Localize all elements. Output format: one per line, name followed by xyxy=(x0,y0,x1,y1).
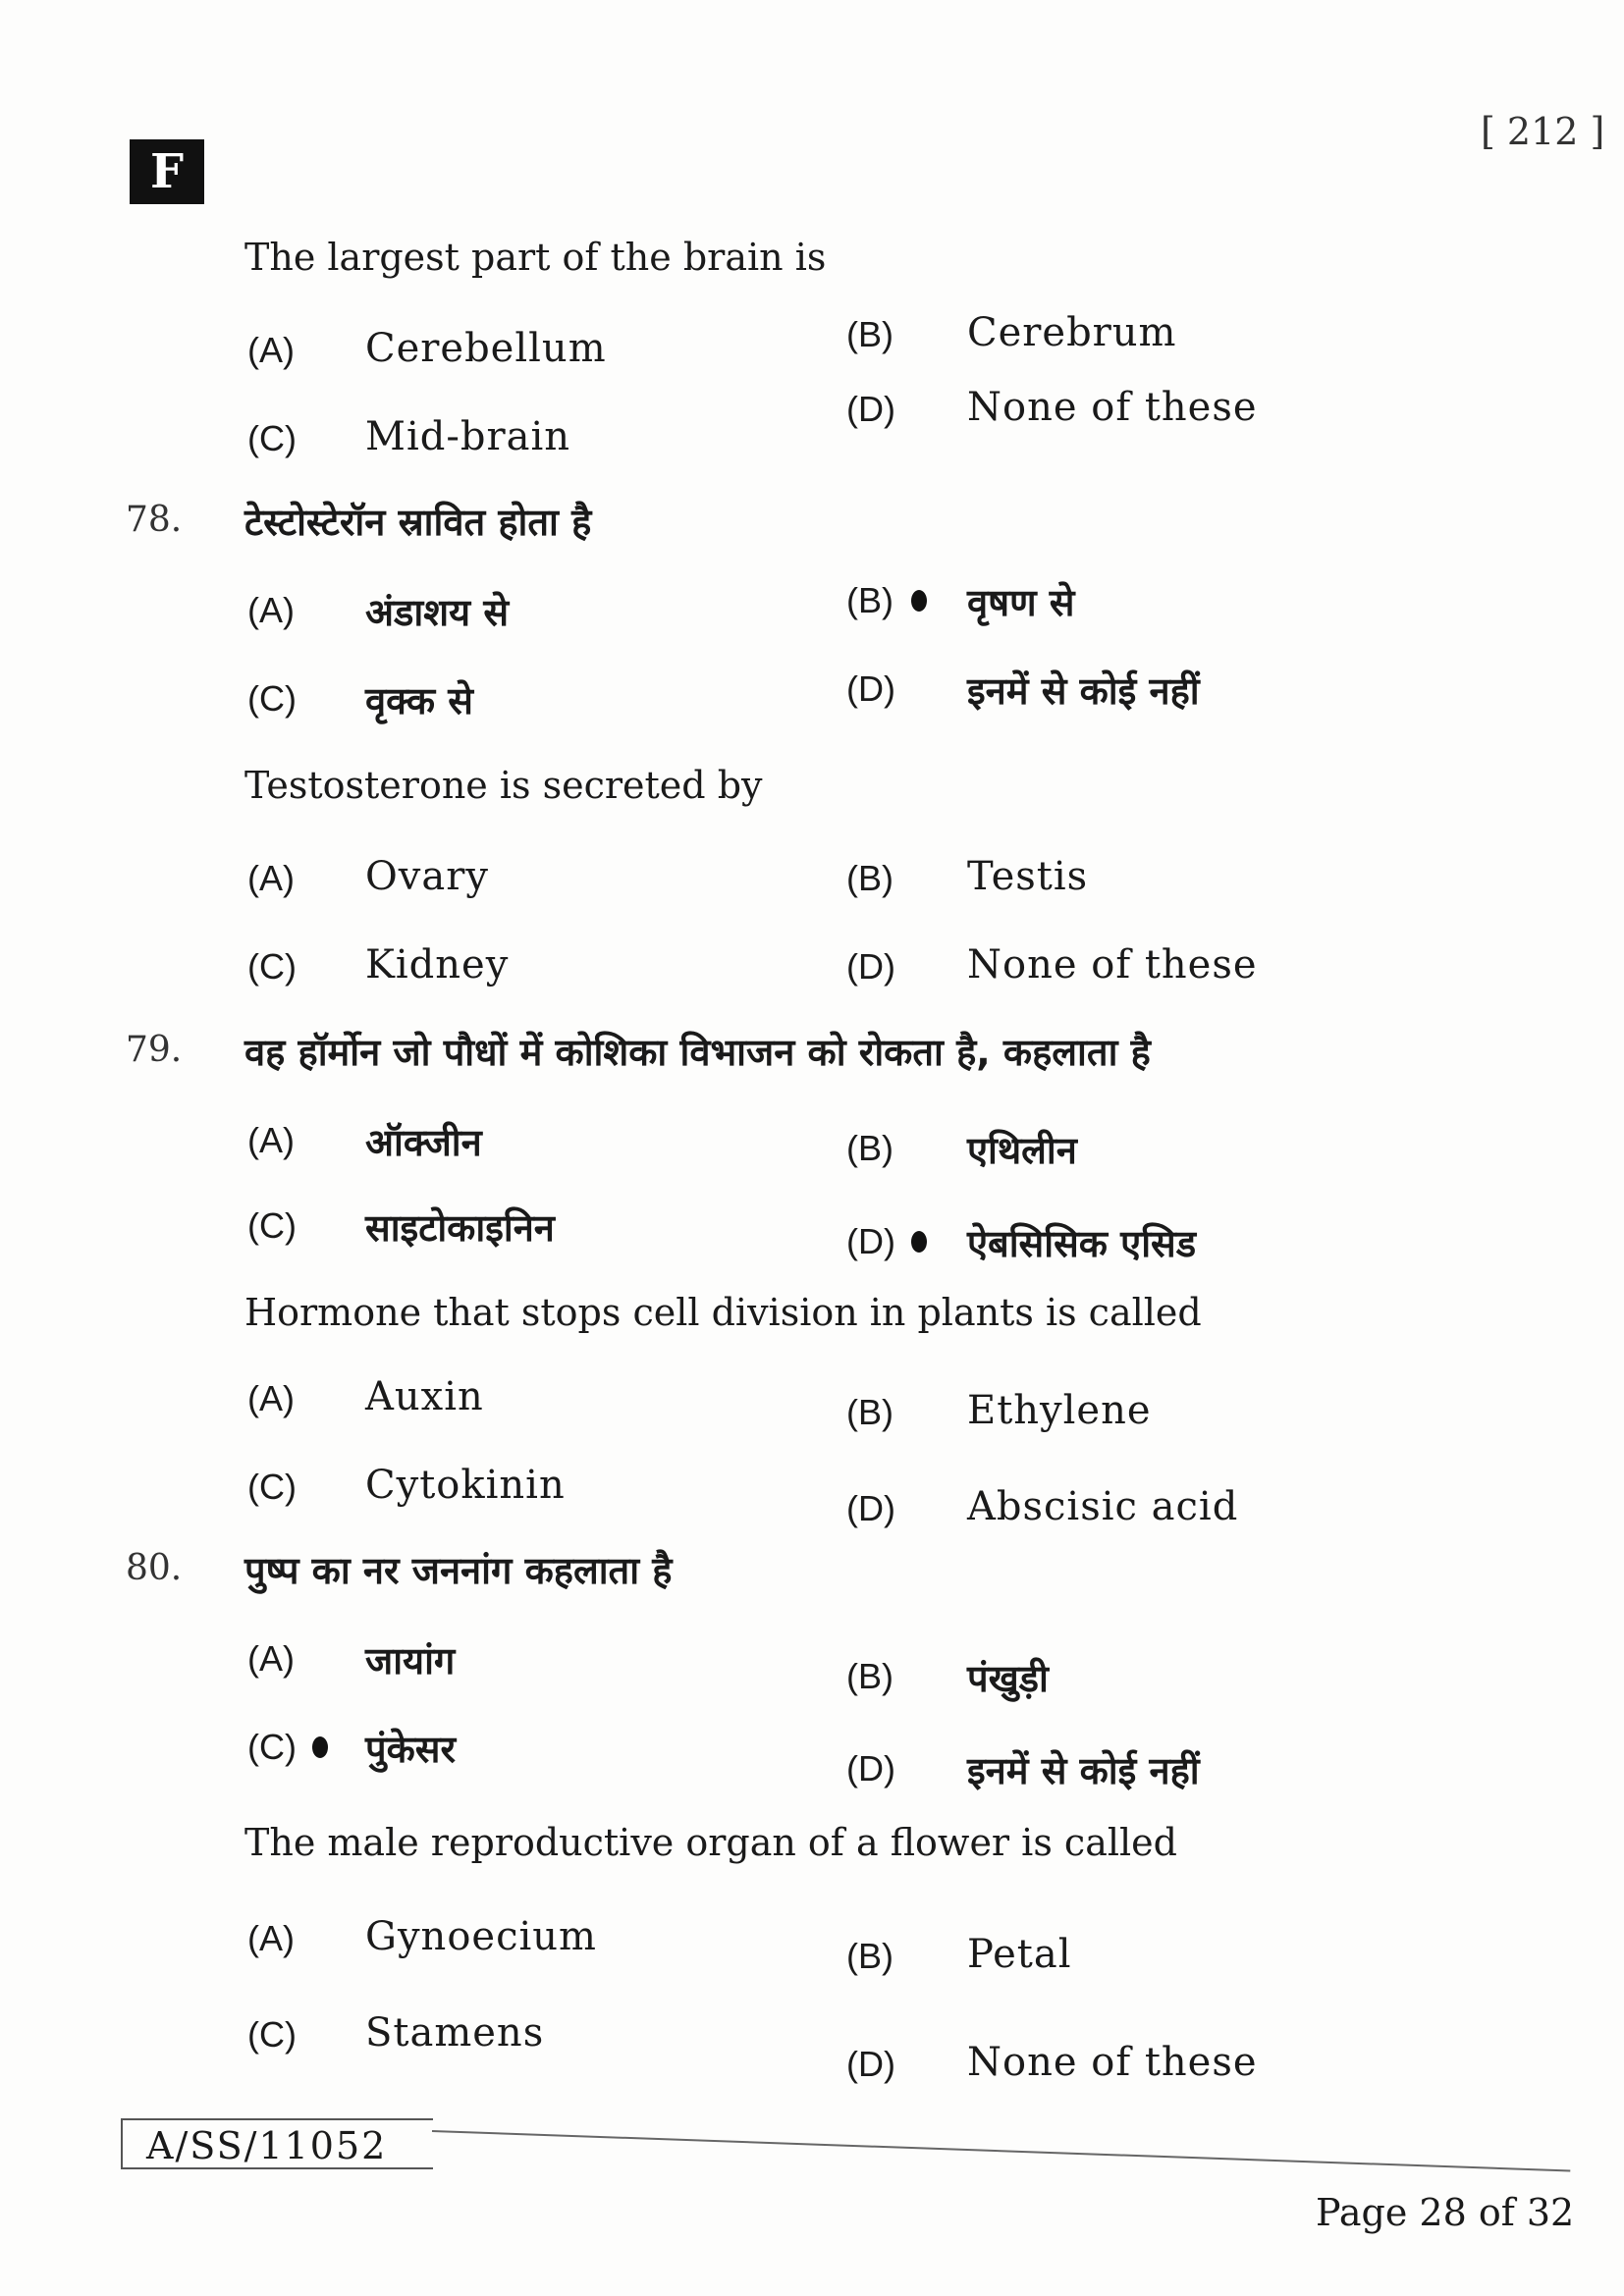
page-label: Page 28 of 32 xyxy=(1316,2191,1575,2234)
answer-mark-icon xyxy=(911,590,927,612)
option-text[interactable]: वृषण से xyxy=(967,581,1075,624)
option-text[interactable]: Stamens xyxy=(365,2010,545,2056)
option-text[interactable]: ऑक्जीन xyxy=(365,1121,482,1164)
question-number: 80. xyxy=(126,1548,183,1588)
option-label[interactable]: (D) xyxy=(846,389,895,429)
option-label[interactable]: (B) xyxy=(846,1936,893,1976)
option-label[interactable]: (C) xyxy=(247,1467,297,1507)
option-label[interactable]: (B) xyxy=(846,858,893,898)
answer-mark-icon xyxy=(312,1736,328,1758)
option-label[interactable]: (C) xyxy=(247,2014,297,2055)
option-label[interactable]: (B) xyxy=(846,1128,893,1168)
option-text[interactable]: None of these xyxy=(967,942,1258,988)
paper-code: A/SS/11052 xyxy=(121,2118,433,2169)
option-label[interactable]: (D) xyxy=(846,1748,895,1789)
question-stem: Hormone that stops cell division in plants is called xyxy=(244,1291,1202,1334)
question-stem: टेस्टोस्टेरॉन स्रावित होता है xyxy=(244,501,592,544)
option-label[interactable]: (D) xyxy=(846,2044,895,2084)
option-text[interactable]: Mid-brain xyxy=(365,414,570,459)
question-stem: Testosterone is secreted by xyxy=(244,764,763,807)
option-label[interactable]: (A) xyxy=(247,590,295,630)
page-number: [ 212 ] xyxy=(1481,110,1605,153)
footer-divider xyxy=(432,2130,1570,2171)
option-text[interactable]: Auxin xyxy=(365,1374,484,1419)
option-text[interactable]: Abscisic acid xyxy=(967,1484,1239,1529)
option-text[interactable]: None of these xyxy=(967,2040,1258,2085)
option-label[interactable]: (D) xyxy=(846,1488,895,1528)
option-label[interactable]: (B) xyxy=(846,1656,893,1696)
option-text[interactable]: Gynoecium xyxy=(365,1914,597,1959)
option-label[interactable]: (B) xyxy=(846,314,893,354)
option-text[interactable]: पुंकेसर xyxy=(365,1728,456,1771)
option-text[interactable]: Cerebellum xyxy=(365,326,607,371)
option-label[interactable]: (D) xyxy=(846,668,895,709)
question-stem: The largest part of the brain is xyxy=(244,236,827,279)
option-text[interactable]: Ethylene xyxy=(967,1388,1152,1433)
option-label[interactable]: (A) xyxy=(247,1918,295,1958)
question-number: 79. xyxy=(126,1030,183,1070)
option-label[interactable]: (C) xyxy=(247,678,297,719)
option-label[interactable]: (B) xyxy=(846,1392,893,1432)
option-label[interactable]: (C) xyxy=(247,1727,297,1767)
option-label[interactable]: (A) xyxy=(247,330,295,370)
option-label[interactable]: (C) xyxy=(247,1205,297,1246)
option-text[interactable]: वृक्क से xyxy=(365,679,473,722)
question-stem: वह हॉर्मोन जो पौधों में कोशिका विभाजन को रोकता है, कहलाता है xyxy=(244,1031,1151,1074)
question-stem: पुष्प का नर जननांग कहलाता है xyxy=(244,1549,673,1592)
option-label[interactable]: (C) xyxy=(247,946,297,987)
option-text[interactable]: इनमें से कोई नहीं xyxy=(967,1749,1200,1792)
option-text[interactable]: पंखुड़ी xyxy=(967,1657,1049,1700)
set-code-badge: F xyxy=(130,139,204,204)
option-text[interactable]: एथिलीन xyxy=(967,1129,1077,1172)
option-text[interactable]: जायांग xyxy=(365,1639,456,1682)
option-label[interactable]: (A) xyxy=(247,1638,295,1679)
option-text[interactable]: None of these xyxy=(967,385,1258,430)
option-text[interactable]: Ovary xyxy=(365,854,489,899)
option-label[interactable]: (A) xyxy=(247,858,295,898)
option-label[interactable]: (D) xyxy=(846,1221,895,1261)
option-label[interactable]: (C) xyxy=(247,418,297,458)
option-text[interactable]: इनमें से कोई नहीं xyxy=(967,669,1200,713)
answer-mark-icon xyxy=(911,1231,927,1253)
option-label[interactable]: (A) xyxy=(247,1120,295,1160)
option-text[interactable]: ऐबसिसिक एसिड xyxy=(967,1222,1197,1265)
option-label[interactable]: (B) xyxy=(846,580,893,620)
question-stem: The male reproductive organ of a flower is called xyxy=(244,1821,1177,1864)
option-text[interactable]: साइटोकाइनिन xyxy=(365,1206,555,1250)
option-text[interactable]: Testis xyxy=(967,854,1089,899)
option-text[interactable]: Cytokinin xyxy=(365,1463,566,1508)
option-text[interactable]: Petal xyxy=(967,1932,1072,1977)
option-text[interactable]: अंडाशय से xyxy=(365,591,510,634)
option-label[interactable]: (D) xyxy=(846,946,895,987)
option-label[interactable]: (A) xyxy=(247,1378,295,1418)
question-number: 78. xyxy=(126,500,183,540)
option-text[interactable]: Cerebrum xyxy=(967,310,1177,355)
option-text[interactable]: Kidney xyxy=(365,942,510,988)
